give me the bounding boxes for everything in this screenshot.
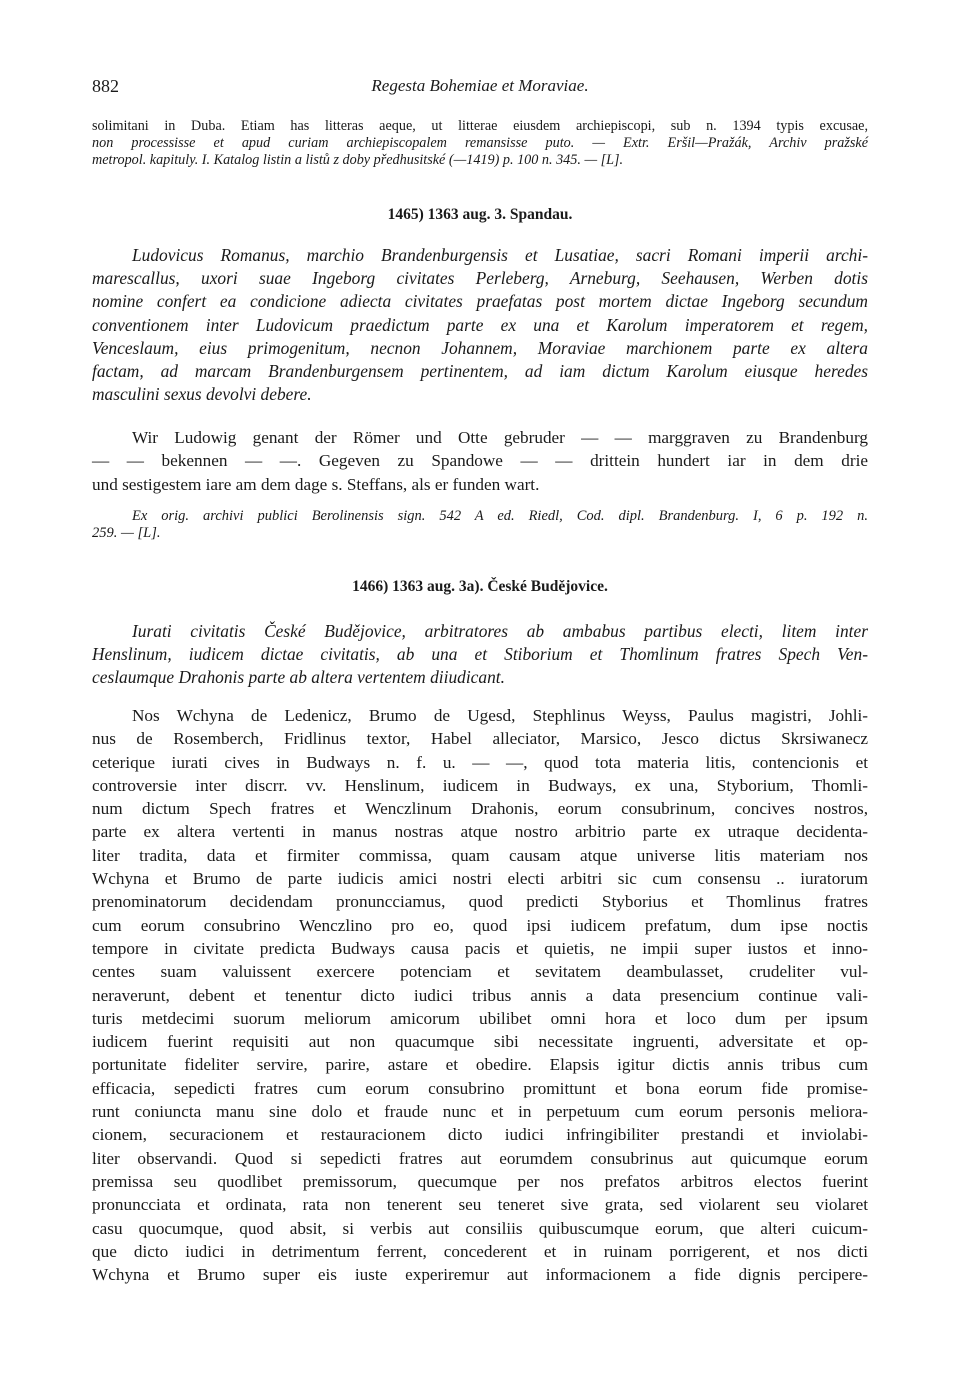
text-line: parte ex altera vertenti in manus nostras atque nostro arbitrio parte ex utraque decidenta-	[92, 822, 868, 842]
text-line: ceterique iurati cives in Budways n. f. u. — —, quod tota materia litis, contencionis et	[92, 752, 868, 772]
entry-summary-1466	[92, 620, 868, 690]
text-line: neraverunt, debent et tenentur dicto iudici tribus annis a data presencium continue vali-	[92, 985, 868, 1005]
text-line: efficacia, sepedicti fratres cum eorum consubrino promittunt et bona eorum fide promise-	[92, 1078, 868, 1098]
text-line: premissa seu quodlibet premissorum, quecumque per nos prefatos arbitros electos fuerint	[92, 1171, 868, 1191]
text-line: iudicem fuerint requisiti aut non quacumque sibi necessitate ingruenti, adversitate et op-	[92, 1032, 868, 1052]
text-line: nus de Rosemberch, Fridlinus textor, Habel alleciator, Marsico, Jesco dictus Skrsiwanecz	[92, 729, 868, 749]
running-title: Regesta Bohemiae et Moraviae.	[371, 76, 589, 95]
text-line: runt coniuncta manu sine dolo et fraude nunc et in perpetuum cum eorum personis meliora-	[92, 1102, 868, 1122]
summary-line: masculini sexus devolvi debere.	[92, 384, 312, 405]
entry-text-1465	[92, 426, 868, 496]
entry-source-1465	[92, 508, 868, 542]
note-line: solimitani in Duba. Etiam has litteras aeque, ut litterae eiusdem archiepiscopi, sub n. 1394 typis excusae,	[92, 118, 868, 134]
text-line: cionem, securacionem et restauracionem dicto iudici infringibiliter prestandi et inviolabi-	[92, 1125, 868, 1145]
note-line: non processisse et apud curiam archiepiscopalem remansisse puto. — Extr. Eršil—Pražák, Archiv pražské	[92, 135, 868, 151]
text-line: liter tradita, data et firmiter commissa, quam causam atque universe litis materiam nos	[92, 845, 868, 865]
summary-line: conventionem inter Ludovicum praedictum parte ex una et Karolum imperatorem et regem,	[92, 314, 868, 335]
note-line: metropol. kapituly. I. Katalog listin a listů z doby předhusitské (—1419) p. 100 n. 345. — [L].	[92, 152, 624, 168]
text-line: und sestigestem iare am dem dage s. Steffans, als er funden wart.	[92, 474, 540, 494]
page-number: 882	[92, 76, 119, 96]
summary-line: nomine confert ea condicione adiecta civitates praefatas post mortem dictae Ingeborg secundum	[92, 291, 868, 312]
text-line: tempore in civitate predicta Budways causa pacis et quietis, ne impii super iustos et inno-	[92, 938, 868, 958]
entry-heading-1466: 1466) 1363 aug. 3a). České Budějovice.	[352, 578, 608, 595]
text-line: Nos Wchyna de Ledenicz, Brumo de Ugesd, Stephlinus Weyss, Paulus magistri, Johli-	[132, 706, 868, 725]
text-line: cum eorum consubrino Wenczlino pro eo, quod ipsi iudicem prefatum, dum ipse noctis	[92, 915, 868, 935]
summary-line: ceslaumque Drahonis parte ab altera vertentem diiudicant.	[92, 667, 505, 688]
text-line: prenominatorum decidendam pronuncciamus, quod predicti Styborius et Thomlinus fratres	[92, 892, 868, 912]
summary-line: Venceslaum, eius primogenitum, necnon Johannem, Moraviae marchionem parte ex altera	[92, 337, 868, 358]
summary-line: Ludovicus Romanus, marchio Brandenburgensis et Lusatiae, sacri Romani imperii archi-	[132, 245, 868, 265]
source-line: Ex orig. archivi publici Berolinensis sign. 542 A ed. Riedl, Cod. dipl. Brandenburg. I, 6 p. 192 n.	[132, 508, 868, 524]
text-line: controversie inter discrr. vv. Henslinum, iudicem in Budways, ex una, Styborium, Thomli-	[92, 775, 868, 795]
text-line: centes suam valuissent exercere potenciam et sevitatem deambulasset, crudeliter vul-	[92, 962, 868, 982]
text-line: Wchyna et Brumo super eis iuste experiremur aut informacionem a fide dignis percipere-	[92, 1265, 868, 1285]
text-line: Wchyna et Brumo de parte iudicis amici nostri electi arbitri sic cum consensu .. iuratorum	[92, 869, 868, 889]
summary-line: Iurati civitatis České Budějovice, arbitratores ab ambabus partibus electi, litem inter	[132, 621, 868, 641]
text-line: portunitate fideliter servire, parire, astare et obedire. Elapsis igitur dictis annis tribus cum	[92, 1055, 868, 1075]
entry-heading-1465: 1465) 1363 aug. 3. Spandau.	[387, 206, 573, 223]
summary-line: Henslinum, iudicem dictae civitatis, ab una et Stiborium et Thomlinum fratres Spech Ven-	[92, 644, 868, 665]
text-line: liter observandi. Quod si sepedicti fratres aut eorumdem consubrinus aut quicumque eorum	[92, 1148, 868, 1168]
page-header	[92, 76, 868, 100]
text-line: Wir Ludowig genant der Römer und Otte gebruder — — marggraven zu Brandenburg	[132, 428, 868, 447]
text-line: — — bekennen — —. Gegeven zu Spandowe — — drittein hundert iar in dem drie	[92, 451, 868, 471]
continuation-note	[92, 118, 868, 169]
text-line: que dicto iudici in detrimentum ferrent, concederent et in ruinam porrigerent, et nos dicti	[92, 1241, 868, 1261]
text-line: casu quocumque, quod absit, si verbis aut consiliis quibuscumque eorum, que alteri cuicum-	[92, 1218, 868, 1238]
entry-text-1466	[92, 704, 868, 1286]
summary-line: marescallus, uxori suae Ingeborg civitates Perleberg, Arneburg, Seehausen, Werben dotis	[92, 268, 868, 289]
source-line: 259. — [L].	[92, 525, 161, 541]
text-line: num dictum Spech fratres et Wenczlinum Drahonis, eorum consubrinum, concives nostros,	[92, 799, 868, 819]
entry-summary-1465	[92, 244, 868, 406]
text-line: pronuncciata et ordinata, rata non tenerent seu teneret sive grata, sed violarent seu violaret	[92, 1195, 868, 1215]
text-line: turis metdecimi suorum meliorum amicorum ubilibet omni hora et loco dum per ipsum	[92, 1008, 868, 1028]
summary-line: factam, ad marcam Brandenburgensem pertinentem, ad iam dictum Karolum eiusque heredes	[92, 361, 868, 382]
